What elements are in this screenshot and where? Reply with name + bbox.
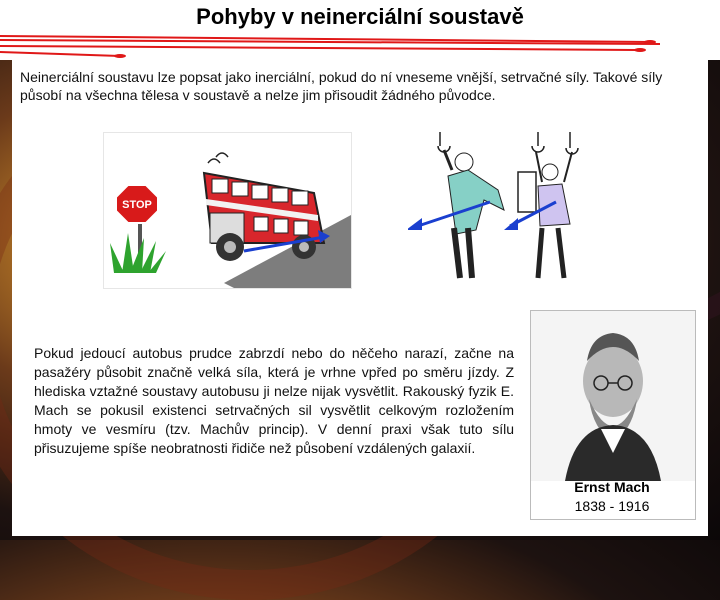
portrait-image [531, 311, 695, 481]
portrait-name: Ernst Mach [574, 479, 650, 495]
force-arrow-icon [408, 202, 556, 230]
explanation-box [24, 310, 524, 500]
passengers-illustration [408, 132, 608, 282]
stop-sign-label: STOP [122, 199, 152, 211]
portrait-dates: 1838 - 1916 [574, 498, 650, 514]
slide-title: Pohyby v neinerciální soustavě [196, 4, 524, 29]
bus-illustration [103, 132, 352, 289]
bus-icon [204, 153, 324, 261]
portrait-caption [530, 478, 694, 516]
passenger-figure-icon [536, 152, 572, 278]
stop-sign-icon [116, 185, 158, 253]
intro-text: Neinerciální soustavu lze popsat jako inerciální, pokud do ní vneseme vnější, setrvačné síly. Takové síly působí na všechna tělesa v soustavě a nelze jim přisoudit žádného původce. [20, 69, 663, 103]
explanation-text: Pokud jedoucí autobus prudce zabrzdí nebo do něčeho narazí, začne na pasažéry působit značně velká síla, která je vrhne vpřed po směru jízdy. Z hlediska vztažné soustavy autobusu ji nelze nijak vysvětlit. Rakouský fyzik E. Mach se pokusil existenci setrvačných sil vysvětlit celkovým rozložením hmoty ve vesmíru (tzv. Machův princip). V denní praxi však tuto sílu přisuzujeme spíše neobratnosti řidiče než působení vzdálených galaxií. [34, 345, 514, 456]
